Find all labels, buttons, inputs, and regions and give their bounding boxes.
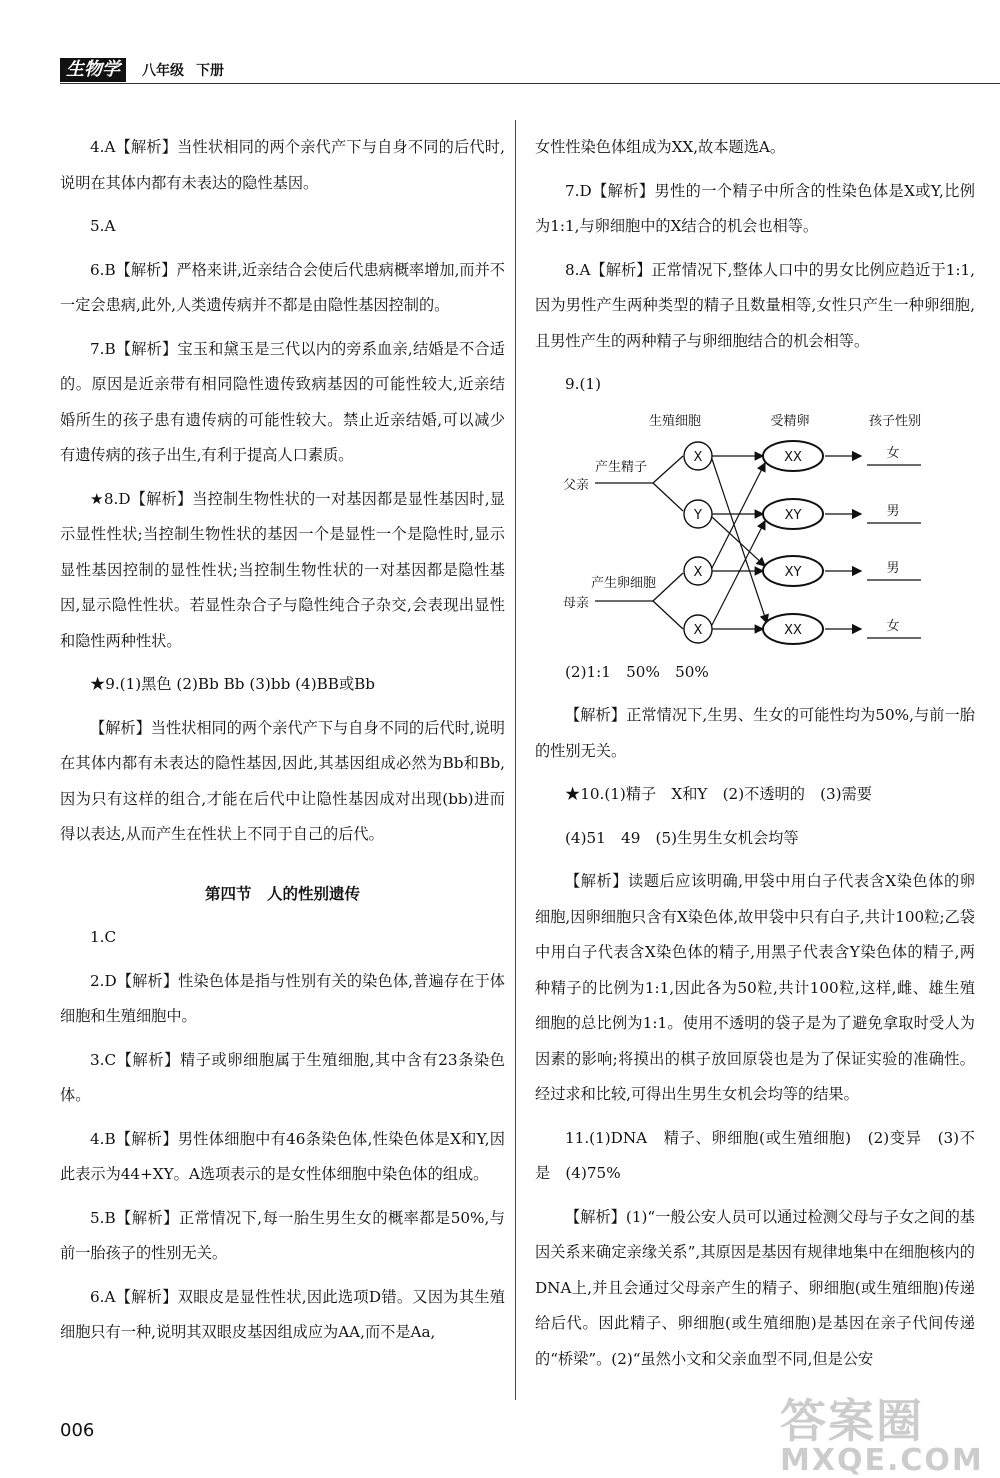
child-sex-1: 女 xyxy=(886,445,900,461)
answer-paragraph: 4.A【解析】当性状相同的两个亲代产下与自身不同的后代时,说明在其体内都有未表达的隐性基因。 xyxy=(60,138,505,192)
answer-paragraph: 3.C【解析】精子或卵细胞属于生殖细胞,其中含有23条染色体。 xyxy=(60,1050,505,1104)
header-gametes: 生殖细胞 xyxy=(648,413,702,429)
answer-paragraph: 女性性染色体组成为XX,故本题选A。 xyxy=(535,138,786,156)
gamete-3 xyxy=(684,557,712,585)
left-column xyxy=(60,130,505,1359)
right-column xyxy=(535,130,975,1385)
gamete-2-label: Y xyxy=(694,507,702,523)
answer-paragraph: 【解析】(1)“一般公安人员可以通过检测父母与子女之间的基因关系来确定亲缘关系”,其原因是基因有规律地集中在细胞核内的DNA上,并且会通过父母亲产生的精子、卵细胞(或生殖细胞)传递给后代。因此精子、卵细胞(或生殖细胞)是基因在亲子代间传递的“桥梁”。(2)“虽然小文和父亲血型不同,但是公安 xyxy=(535,1207,975,1368)
header-rule xyxy=(60,83,1000,84)
zygote-3 xyxy=(763,556,823,586)
zygote-1-label: XX xyxy=(784,449,802,465)
answer-paragraph: 【解析】正常情况下,生男、生女的可能性均为50%,与前一胎的性别无关。 xyxy=(535,706,975,760)
answer-paragraph: (4)51 49 (5)生男生女机会均等 xyxy=(565,828,799,847)
answer-paragraph: ★10.(1)精子 X和Y (2)不透明的 (3)需要 xyxy=(565,785,872,803)
answer-paragraph: 11.(1)DNA 精子、卵细胞(或生殖细胞) (2)变异 (3)不是 (4)75% xyxy=(535,1128,975,1182)
grade-label: 八年级 xyxy=(142,63,184,79)
answer-paragraph: 【解析】当性状相同的两个亲代产下与自身不同的后代时,说明在其体内都有未表达的隐性基因,因此,其基因组成必然为Bb和Bb,因为只有这样的组合,才能在后代中让隐性基因成对出现(bb)进而得以表达,从而产生在性状上不同于自己的后代。 xyxy=(60,718,505,843)
watermark-text: 答案圈 xyxy=(780,1394,924,1448)
answer-paragraph: 7.D【解析】男性的一个精子中所含的性染色体是X或Y,比例为1:1,与卵细胞中的X结合的机会也相等。 xyxy=(535,181,975,235)
header-child-sex: 孩子性别 xyxy=(868,413,922,429)
zygote-2 xyxy=(763,499,823,529)
page-header xyxy=(60,58,250,84)
mother-label: 母亲 xyxy=(563,595,590,611)
answer-paragraph: ★9.(1)黑色 (2)Bb Bb (3)bb (4)BB或Bb xyxy=(90,675,376,693)
page-number: 006 xyxy=(60,1420,95,1441)
answer-paragraph: 5.A xyxy=(90,217,116,235)
site-watermark xyxy=(780,1385,990,1478)
answer-paragraph: 5.B【解析】正常情况下,每一胎生男生女的概率都是50%,与前一胎孩子的性别无关。 xyxy=(60,1208,505,1262)
gamete-3-label: X xyxy=(693,564,703,580)
father-label: 父亲 xyxy=(563,477,590,493)
answer-paragraph: 7.B【解析】宝玉和黛玉是三代以内的旁系血亲,结婚是不合适的。原因是近亲带有相同隐性遗传致病基因的可能性较大,近亲结婚所生的孩子患有遗传病的可能性较大。禁止近亲结婚,可以减少有遗传病的孩子出生,有利于提高人口素质。 xyxy=(60,339,505,464)
child-sex-4: 女 xyxy=(886,618,900,634)
volume-label: 下册 xyxy=(196,63,224,79)
father-edge-label: 产生精子 xyxy=(595,459,648,475)
child-sex-2: 男 xyxy=(886,503,900,519)
answer-paragraph: 1.C xyxy=(90,928,117,946)
child-sex-3: 男 xyxy=(886,560,900,576)
answer-paragraph: (2)1:1 50% 50% xyxy=(565,662,709,681)
header-zygote: 受精卵 xyxy=(770,413,810,429)
zygote-1 xyxy=(763,441,823,471)
book-logo: 生物学 xyxy=(60,58,126,82)
answer-paragraph: 6.B【解析】严格来讲,近亲结合会使后代患病概率增加,而并不一定会患病,此外,人类遗传病并不都是由隐性基因控制的。 xyxy=(60,260,505,314)
sex-inheritance-diagram xyxy=(535,411,975,651)
answer-paragraph: 【解析】读题后应该明确,甲袋中用白子代表含X染色体的卵细胞,因卵细胞只含有X染色体,故甲袋中只有白子,共计100粒;乙袋中用白子代表含X染色体的精子,用黑子代表含Y染色体的精子,两种精子的比例为1:1,因此各为50粒,共计100粒,这样,雌、雄生殖细胞的总比例为1:1。使用不透明的袋子是为了避免拿取时受人为因素的影响;将摸出的棋子放回原袋也是为了保证实验的准确性。经过求和比较,可得出生男生女机会均等的结果。 xyxy=(535,872,975,1103)
answer-paragraph: 6.A【解析】双眼皮是显性性状,因此选项D错。又因为其生殖细胞只有一种,说明其双眼皮基因组成应为AA,而不是Aa, xyxy=(60,1287,505,1341)
gamete-1 xyxy=(684,442,712,470)
gamete-2 xyxy=(684,500,712,528)
answer-paragraph: ★8.D【解析】当控制生物性状的一对基因都是显性基因时,显示显性性状;当控制生物性状的基因一个是显性一个是隐性时,显示显性基因控制的显性性状;当控制生物性状的一对基因都是隐性基因,显示隐性性状。若显性杂合子与隐性纯合子杂交,会表现出显性和隐性两种性状。 xyxy=(60,489,505,650)
answer-paragraph: 4.B【解析】男性体细胞中有46条染色体,性染色体是X和Y,因此表示为44+XY。A选项表示的是女性体细胞中染色体的组成。 xyxy=(60,1129,505,1183)
gamete-1-label: X xyxy=(693,449,703,465)
zygote-4 xyxy=(763,614,823,644)
answer-paragraph: 2.D【解析】性染色体是指与性别有关的染色体,普遍存在于体细胞和生殖细胞中。 xyxy=(60,971,505,1025)
gamete-4 xyxy=(684,615,712,643)
mother-edge-label: 产生卵细胞 xyxy=(591,575,657,591)
zygote-4-label: XX xyxy=(784,622,802,638)
zygote-2-label: XY xyxy=(784,507,802,523)
answer-paragraph: 9.(1) xyxy=(565,375,602,393)
zygote-3-label: XY xyxy=(784,564,802,580)
column-divider xyxy=(515,120,516,1400)
watermark-url: MXQE.COM xyxy=(780,1443,984,1478)
gamete-4-label: X xyxy=(693,622,703,638)
answer-paragraph: 8.A【解析】正常情况下,整体人口中的男女比例应趋近于1:1,因为男性产生两种类型的精子且数量相等,女性只产生一种卵细胞,且男性产生的两种精子与卵细胞结合的机会相等。 xyxy=(535,260,975,350)
section-title: 第四节 人的性别遗传 xyxy=(204,884,360,903)
